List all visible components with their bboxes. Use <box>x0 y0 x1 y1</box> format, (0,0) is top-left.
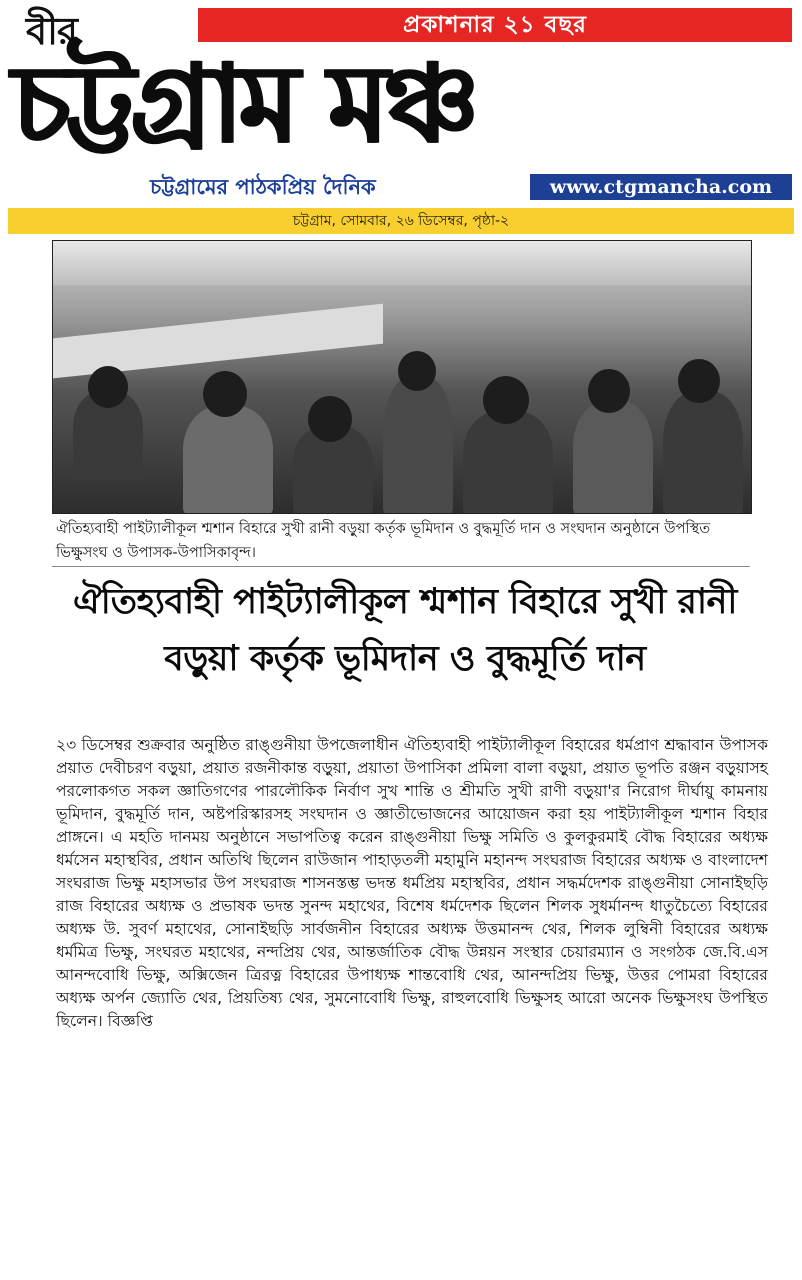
divider <box>52 566 750 567</box>
photo-figure-head <box>678 359 720 403</box>
newspaper-name: চট্টগ্রাম মঞ্চ <box>12 42 475 167</box>
photo-figure <box>573 401 653 514</box>
photo-banner-area <box>53 241 751 285</box>
photo-figure-head <box>308 396 352 442</box>
photo-figure-head <box>483 376 529 424</box>
news-photo <box>52 240 752 514</box>
photo-figure-head <box>203 371 247 417</box>
article-headline: ঐতিহ্যবাহী পাইট্যালীকূল শ্মশান বিহারে সুখী রানী বড়ুয়া কর্তৃক ভূমিদান ও বুদ্ধমূর্তি দান <box>73 582 737 679</box>
photo-caption: ঐতিহ্যবাহী পাইট্যালীকূল শ্মশান বিহারে সুখী রানী বড়ুয়া কর্তৃক ভূমিদান ও বুদ্ধমূর্তি দান ও সংঘদান অনুষ্ঠানে উপস্থিত ভিক্ষুসংঘ ও উপাসক-উপাসিকাবৃন্দ। <box>56 521 711 561</box>
photo-figure <box>183 406 273 514</box>
photo-figure <box>663 391 743 514</box>
photo-figure-head <box>588 369 630 413</box>
photo-figure <box>383 376 453 514</box>
website-badge: www.ctgmancha.com <box>530 174 792 200</box>
photo-figure-head <box>398 351 436 391</box>
tagline: চট্টগ্রামের পাঠকপ্রিয় দৈনিক <box>150 175 376 199</box>
photo-figure-head <box>88 366 128 408</box>
photo-figure <box>463 411 553 514</box>
article-body: ২৩ ডিসেম্বর শুক্রবার অনুষ্ঠিত রাঙ্গুনীয়া উপজেলাধীন ঐতিহ্যবাহী পাইট্যালীকূল বিহারের ধর্মপ্রাণ শ্রদ্ধাবান উপাসক প্রয়াত দেবীচরণ বড়ুয়া, প্রয়াত রজনীকান্ত বড়ুয়া, প্রয়াতা উপাসিকা প্রমিলা বালা বড়ুয়া, প্রয়াত ভূপতি রঞ্জন বড়ুয়াসহ পরলোকগত সকল জ্ঞাতিগণের পারলৌকিক নির্বাণ সুখ শান্তি ও শ্রীমতি সুখী রাণী বড়ুয়া'র নিরোগ দীর্ঘায়ু কামনায় ভূমিদান, বুদ্ধমূর্তি দান, অষ্টপরিস্কারসহ সংঘদান ও জ্ঞাতীভোজনের আয়োজন করা হয় পাইট্যালীকূল শ্মশান বিহার প্রাঙ্গনে। এ মহতি দানময় অনুষ্ঠানে সভাপতিত্ব করেন রাঙ্গুনীয়া ভিক্ষু সমিতি ও কুলকুরমাই বৌদ্ধ বিহারের অধ্যক্ষ ধর্মসেন মহাস্থবির, প্রধান অতিথি ছিলেন রাউজান পাহাড়তলী মহামুনি মহানন্দ সংঘরাজ বিহারের অধ্যক্ষ ও বাংলাদেশ সংঘরাজ ভিক্ষু মহাসভার উপ সংঘরাজ শাসনস্তম্ভ ভদন্ত ধর্মপ্রিয় মহাস্থবির, প্রধান সদ্ধর্মদেশক রাঙ্গুনীয়া সোনাইছড়ি রাজ বিহারের অধ্যক্ষ ও প্রভাষক ভদন্ত সুনন্দ মহাথের, বিশেষ ধর্মদেশক ছিলেন শিলক সুধর্মানন্দ ধাতুচৈত্যে বিহারের অধ্যক্ষ উ. সুবর্ণ মহাথের, সোনাইছড়ি সার্বজনীন বিহারের অধ্যক্ষ উত্তমানন্দ থের, শিলক লুম্বিনী বিহারের অধ্যক্ষ ধর্মমিত্র ভিক্ষু, সংঘরত মহাথের, নন্দপ্রিয় থের, আন্তর্জাতিক বৌদ্ধ উন্নয়ন সংস্থার চেয়ারম্যান ও সংগঠক জে.বি.এস আনন্দবোধি ভিক্ষু, অক্সিজেন ত্রিরত্ন বিহারের উপাধ্যক্ষ শান্তবোধি থের, আনন্দপ্রিয় ভিক্ষু, উত্তর পোমরা বিহারের অধ্যক্ষ অর্পন জ্যোতি থের, প্রিয়তিষ্য থের, সুমনোবোধি ভিক্ষু, রাহুলবোধি ভিক্ষুসহ আরো অনেক ভিক্ষুসংঘ উপস্থিত ছিলেন। বিজ্ঞপ্তি <box>56 736 768 1030</box>
anniversary-banner: প্রকাশনার ২১ বছর <box>198 8 792 42</box>
masthead-prefix: বীর <box>26 8 77 53</box>
masthead <box>0 0 802 208</box>
dateline: চট্টগ্রাম, সোমবার, ২৬ ডিসেম্বর, পৃষ্ঠা-২ <box>8 208 794 234</box>
